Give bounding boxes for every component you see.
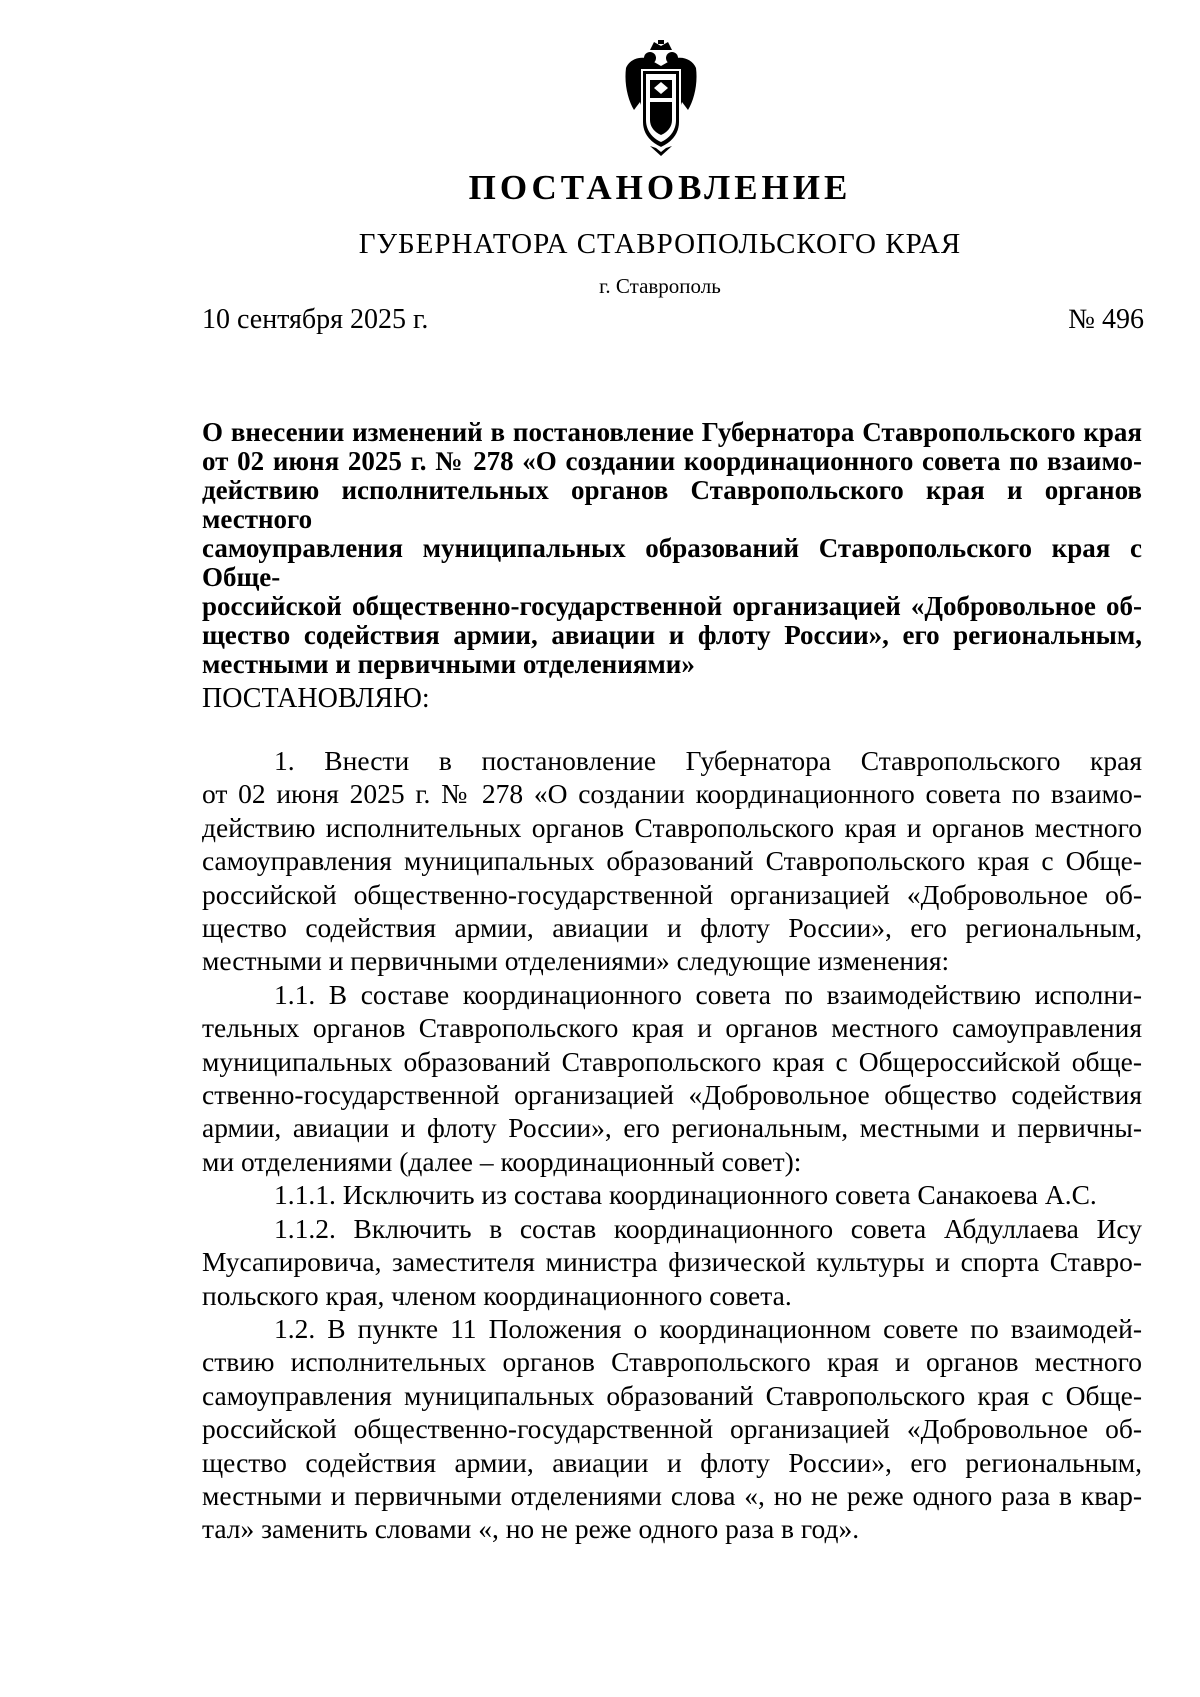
body-line: 1.1.2. Включить в состав координационного совета Абдуллаева Ису: [274, 1212, 1142, 1244]
body-line: армии, авиации и флоту России», его региональным, местными и первичны-: [202, 1112, 1142, 1144]
subject-line: от 02 июня 2025 г. № 278 «О создании координационного совета по взаимо-: [202, 446, 1142, 476]
subject-line: местными и первичными отделениями»: [202, 649, 695, 679]
body-line: ственно-государственной организацией «Добровольное общество содействия: [202, 1079, 1142, 1111]
body-line: муниципальных образований Ставропольского края с Общероссийской обще-: [202, 1045, 1142, 1077]
issue-city: г. Ставрополь: [599, 274, 721, 298]
body-line: 1.2. В пункте 11 Положения о координационном совете по взаимодей-: [274, 1312, 1142, 1344]
body-line: действию исполнительных органов Ставропольского края и органов местного: [202, 811, 1142, 843]
subject-line: самоуправления муниципальных образований Ставропольского края с Обще-: [202, 533, 1142, 592]
body-line: Мусапировича, заместителя министра физической культуры и спорта Ставро-: [202, 1246, 1142, 1278]
document-title: ПОСТАНОВЛЕНИЕ: [468, 168, 852, 207]
body-line: российской общественно-государственной организацией «Добровольное об-: [202, 878, 1142, 910]
body-line: 1. Внести в постановление Губернатора Ставропольского края: [274, 745, 1142, 776]
body-line: 1.1.1. Исключить из состава координационного совета Санакоева А.С.: [274, 1179, 1097, 1211]
resolve-heading: ПОСТАНОВЛЯЮ:: [202, 683, 430, 714]
issuer-name: ГУБЕРНАТОРА СТАВРОПОЛЬСКОГО КРАЯ: [358, 228, 962, 260]
body-line: ствию исполнительных органов Ставропольского края и органов местного: [202, 1346, 1142, 1378]
subject-line: российской общественно-государственной организацией «Добровольное об-: [202, 591, 1142, 621]
subject-line: О внесении изменений в постановление Губернатора Ставропольского края: [202, 417, 1142, 447]
body-line: самоуправления муниципальных образований Ставропольского края с Обще-: [202, 845, 1142, 877]
body-line: польского края, членом координационного совета.: [202, 1279, 792, 1311]
body-line: самоуправления муниципальных образований Ставропольского края с Обще-: [202, 1379, 1142, 1411]
body-line: местными и первичными отделениями» следующие изменения:: [202, 945, 950, 977]
document-number: № 496: [1068, 304, 1144, 335]
body-line: щество содействия армии, авиации и флоту России», его региональным,: [202, 912, 1142, 944]
body-line: 1.1. В составе координационного совета по взаимодействию исполни-: [274, 978, 1142, 1010]
coat-of-arms-icon: [620, 40, 702, 158]
body-line: российской общественно-государственной организацией «Добровольное об-: [202, 1413, 1142, 1445]
subject-line: действию исполнительных органов Ставропольского края и органов местного: [202, 475, 1142, 534]
document-body: [202, 744, 1142, 1546]
body-line: местными и первичными отделениями слова «, но не реже одного раза в квар-: [202, 1479, 1142, 1511]
body-line: от 02 июня 2025 г. № 278 «О создании координационного совета по взаимо-: [202, 778, 1142, 810]
subject-line: щество содействия армии, авиации и флоту России», его региональным,: [202, 620, 1142, 650]
issue-date: 10 сентября 2025 г.: [202, 304, 429, 335]
body-line: щество содействия армии, авиации и флоту России», его региональным,: [202, 1446, 1142, 1478]
body-line: тельных органов Ставропольского края и органов местного самоуправления: [202, 1012, 1142, 1044]
document-subject: [202, 418, 1142, 679]
body-line: тал» заменить словами «, но не реже одного раза в год».: [202, 1513, 860, 1545]
body-line: ми отделениями (далее – координационный совет):: [202, 1145, 802, 1177]
